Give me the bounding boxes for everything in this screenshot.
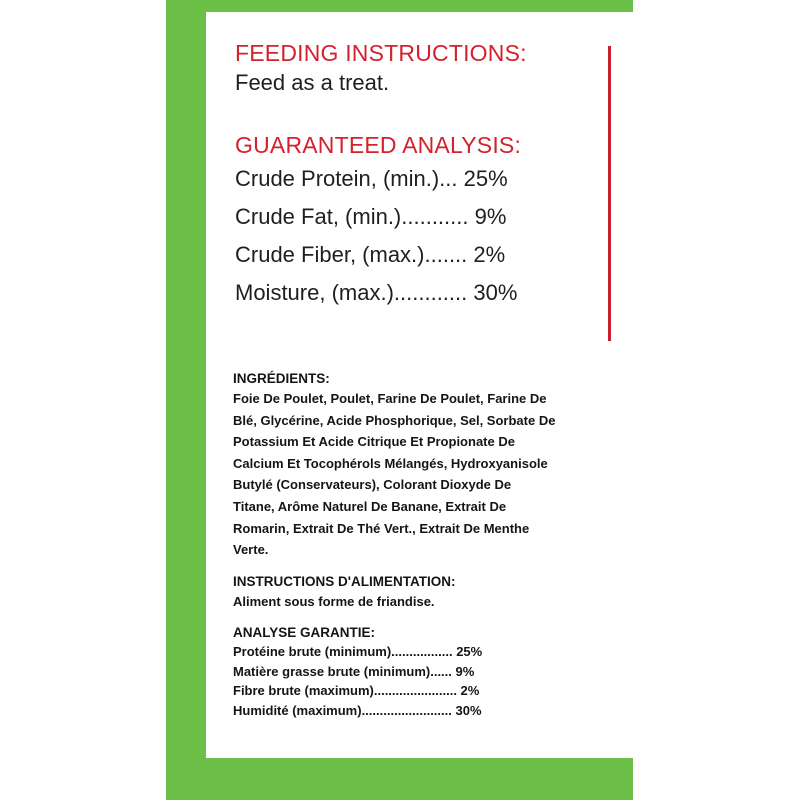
red-vertical-rule <box>608 46 611 341</box>
ingredients-line: Calcium Et Tocophérols Mélangés, Hydroxyanisole <box>233 455 548 471</box>
ingredients-line: Potassium Et Acide Citrique Et Propionate De <box>233 434 515 450</box>
ingredients-line: Blé, Glycérine, Acide Phosphorique, Sel, Sorbate De <box>233 412 556 428</box>
ingredients-heading-fr: INGRÉDIENTS: <box>233 371 330 386</box>
analysis-row-fat: Crude Fat, (min.)........... 9% <box>235 204 507 229</box>
analysis-row-fr-protein: Protéine brute (minimum)................. 25% <box>233 644 483 660</box>
feeding-instructions-text-fr: Aliment sous forme de friandise. <box>233 593 435 609</box>
analysis-row-protein: Crude Protein, (min.)... 25% <box>235 166 508 191</box>
section-spacer <box>233 561 628 573</box>
ingredients-line: Butylé (Conservateurs), Colorant Dioxyde De <box>233 477 512 493</box>
section-spacer <box>235 98 605 130</box>
section-spacer <box>233 612 628 624</box>
analysis-row-fiber: Crude Fiber, (max.)....... 2% <box>235 242 506 267</box>
analysis-row-fr-fiber: Fibre brute (maximum)....................... 2% <box>233 683 480 699</box>
analysis-row-fr-fat: Matière grasse brute (minimum)...... 9% <box>233 663 475 679</box>
analysis-row-fr-moisture: Humidité (maximum)......................... 30% <box>233 702 482 718</box>
french-section <box>233 370 628 720</box>
ingredients-line: Titane, Arôme Naturel De Banane, Extrait De <box>233 498 507 514</box>
analysis-heading-fr: ANALYSE GARANTIE: <box>233 625 376 641</box>
guaranteed-analysis-heading: GUARANTEED ANALYSIS: <box>235 132 522 158</box>
feeding-instructions-heading: FEEDING INSTRUCTIONS: <box>235 40 527 66</box>
english-section <box>235 38 605 312</box>
ingredients-line: Romarin, Extrait De Thé Vert., Extrait De Menthe <box>233 520 530 536</box>
feeding-instructions-text: Feed as a treat. <box>235 70 390 95</box>
feeding-instructions-heading-fr: INSTRUCTIONS D'ALIMENTATION: <box>233 573 456 589</box>
analysis-row-moisture: Moisture, (max.)............ 30% <box>235 280 518 305</box>
ingredients-line: Verte. <box>233 542 269 558</box>
ingredients-line: Foie De Poulet, Poulet, Farine De Poulet, Farine De <box>233 391 547 406</box>
